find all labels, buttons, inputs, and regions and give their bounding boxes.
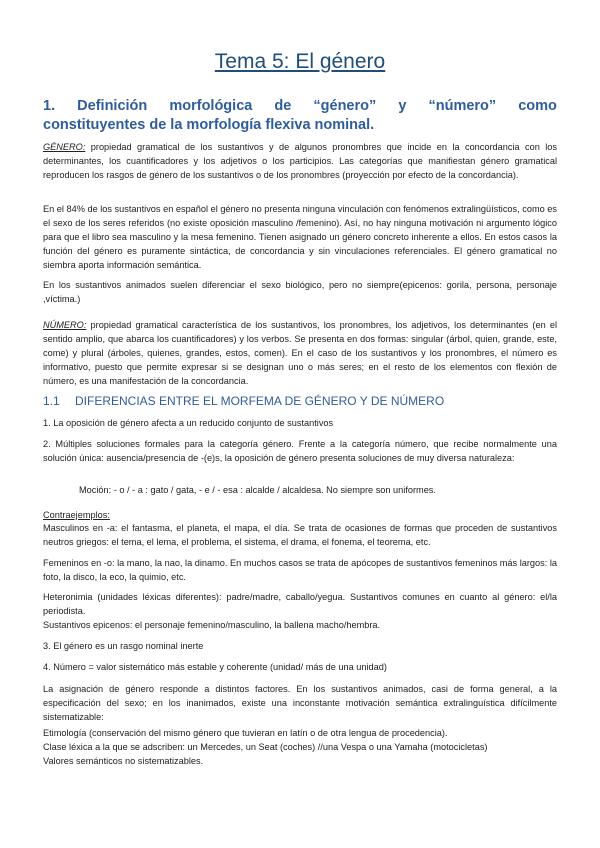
numero-term: NÚMERO: (43, 320, 87, 330)
section-1-heading (43, 97, 557, 135)
heading-word: como (518, 98, 557, 114)
genero-paragraph-2: En el 84% de los sustantivos en español el género no presenta ninguna vinculación con fenómenos extralingüísticos, como es el sexo de los seres referidos (no existe oposición masculino /femenino). Así, no hay ninguna motivación ni argumento lógico para que el libro sea masculino y la mesa femenino. Tienen asignado un género concreto inherente a ellos. En estos casos la función del género es puramente sintáctica, de concordancia y sin vinculaciones referenciales. El género gramatical no siembra aporta información semántica. (43, 204, 557, 270)
section-title: DIFERENCIAS ENTRE EL MORFEMA DE GÉNERO Y DE NÚMERO (75, 394, 445, 408)
heading-word: “número” (428, 98, 497, 114)
page-title: Tema 5: El género (214, 50, 386, 73)
point-3: 3. El género es un rasgo nominal inerte (43, 641, 204, 651)
heading-word: Definición (77, 98, 148, 114)
numero-definition (43, 318, 557, 388)
clase-lexica-line: Clase léxica a la que se adscriben: un Mercedes, un Seat (coches) //una Vespa o una Yamaha (motocicletas) (43, 742, 488, 752)
heading-word: de (274, 98, 292, 114)
genero-paragraph-3: En los sustantivos animados suelen diferenciar el sexo biológico, pero no siempre(epicenos: gorila, persona, personaje ,víctima.) (43, 280, 557, 304)
epicenos-line: Sustantivos epicenos: el personaje femenino/masculino, la ballena macho/hembra. (43, 620, 381, 630)
point-2: 2. Múltiples soluciones formales para la categoría género. Frente a la categoría número, que recibe normalmente una solución única: ausencia/presencia de -(e)s, la oposición de género presenta soluciones de muy diversa naturaleza: (43, 439, 557, 463)
heading-word: y (398, 98, 407, 114)
heading-word: “género” (313, 98, 377, 114)
etimologia-line: Etimología (conservación del mismo género que tuvieran en latín o de otra lengua de procedencia). (43, 728, 448, 738)
heading-word: 1. (43, 98, 56, 114)
point-1: 1. La oposición de género afecta a un reducido conjunto de sustantivos (43, 418, 334, 428)
section-1-heading-line2: constituyentes de la morfología flexiva nominal. (43, 117, 375, 133)
section-number: 1.1 (43, 394, 60, 408)
genero-term: GÉNERO: (43, 142, 86, 152)
genero-definition (43, 140, 557, 182)
masculinos-paragraph: Masculinos en -a: el fantasma, el planeta, el mapa, el día. Se trata de ocasiones de formas que proceden de sustantivos neutros griegos: el tema, el lema, el problema, el sistema, el drama, el fonema, el teorema, etc. (43, 523, 557, 547)
section-1-1-heading (43, 394, 557, 408)
heading-word: morfológica (169, 98, 253, 114)
asignacion-paragraph: La asignación de género responde a distintos factores. En los sustantivos animados, casi de forma general, a la especificación del sexo; en los inanimados, existe una inconstante motivación semántica extralinguística difícilmente sistematizable: (43, 684, 557, 722)
genero-definition-text: propiedad gramatical de los sustantivos y de algunos pronombres que incide en la concordancia con los determinantes, los cuantificadores y los adjetivos o los participios. Las categorías que manifiestan género gramatical reproducen los rasgos de género de los sustantivos o de los pronombres (proyección por efecto de la concordancia). (43, 142, 557, 180)
femeninos-paragraph: Femeninos en -o: la mano, la nao, la dinamo. En muchos casos se trata de apócopes de sustantivos femeninos más largos: la foto, la disco, la eco, la quimio, etc. (43, 558, 557, 582)
mocion-line: Moción: - o / - a : gato / gata, - e / - esa : alcalde / alcaldesa. No siempre son uniformes. (79, 485, 436, 495)
point-4: 4. Número = valor sistemático más estable y coherente (unidad/ más de una unidad) (43, 662, 387, 672)
heteronimia-paragraph: Heteronimia (unidades léxicas diferentes): padre/madre, caballo/yegua. Sustantivos comunes en cuanto al género: el/la periodista. (43, 592, 557, 616)
numero-definition-text: propiedad gramatical característica de los sustantivos, los pronombres, los adjetivos, los determinantes (en el sentido amplio, que abarca los cuantificadores) y los verbos. Se presenta en dos formas: singular (árbol, quien, grande, este, come) y plural (árboles, quienes, grandes, estos, comen). En el caso de los sustantivos y los pronombres, el número es informativo, puesto que permite expresar si se designan uno o más seres; en el resto de los elementos con flexión de número, es una manifestación de la concordancia. (43, 320, 557, 386)
contraejemplos-label: Contraejemplos: (43, 510, 110, 520)
valores-line: Valores semánticos no sistematizables. (43, 756, 204, 766)
section-1-heading-line1 (43, 97, 557, 116)
